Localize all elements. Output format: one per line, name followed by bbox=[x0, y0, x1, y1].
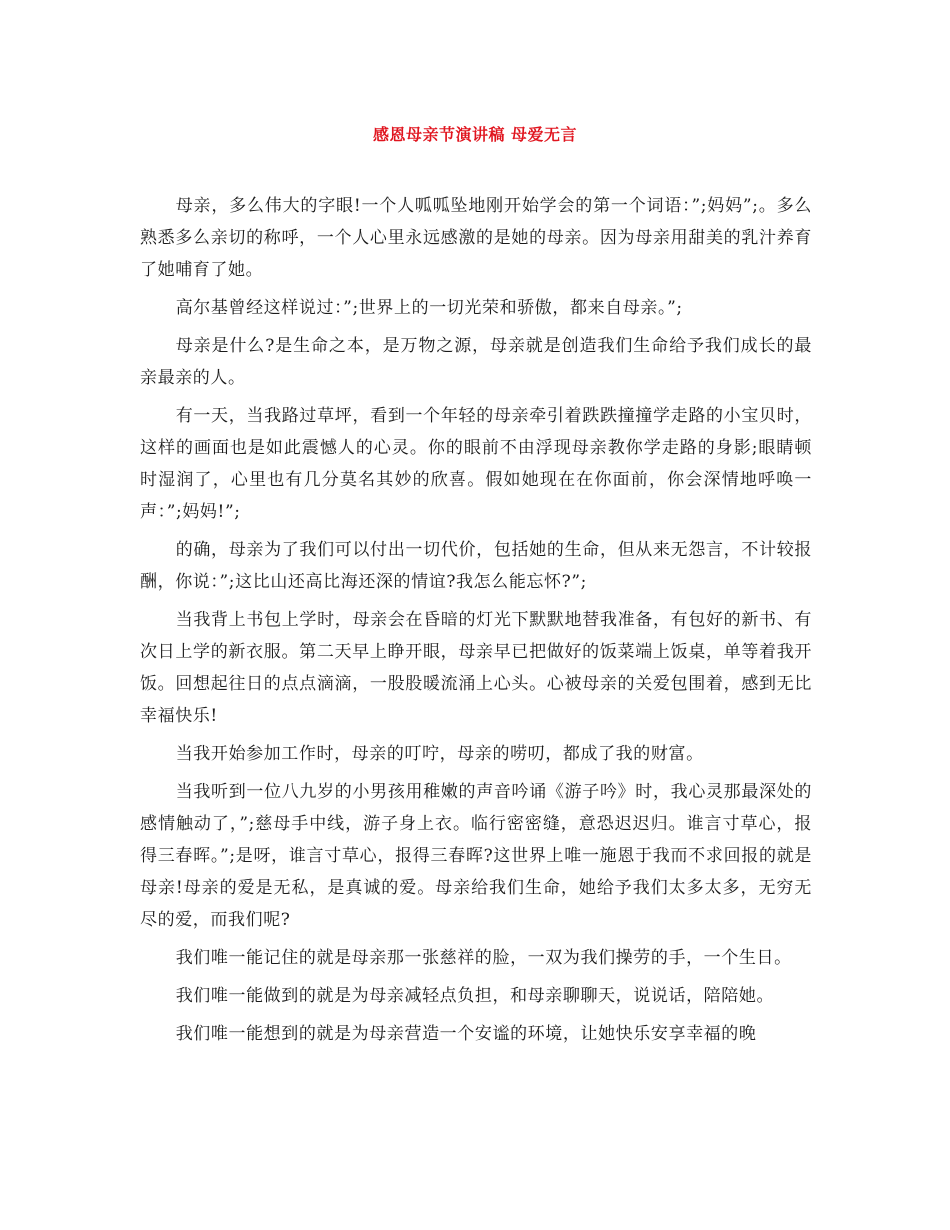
paragraph: 母亲，多么伟大的字眼!一个人呱呱坠地刚开始学会的第一个词语：”;妈妈”;。多么熟悉多么亲切的称呼，一个人心里永远感激的是她的母亲。因为母亲用甜美的乳汁养育了她哺育了她。 bbox=[140, 196, 812, 280]
paragraph: 当我开始参加工作时，母亲的叮咛，母亲的唠叨，都成了我的财富。 bbox=[175, 744, 704, 764]
paragraph: 当我听到一位八九岁的小男孩用稚嫩的声音吟诵《游子吟》时，我心灵那最深处的感情触动了，”;慈母手中线，游子身上衣。临行密密缝，意恐迟迟归。谁言寸草心，报得三春晖。”;是呀，谁言寸草心，报得三春晖?这世界上唯一施恩于我而不求回报的就是母亲!母亲的爱是无私，是真诚的爱。母亲给我们生命，她给予我们太多太多，无穷无尽的爱，而我们呢? bbox=[140, 782, 812, 930]
document-title: 感恩母亲节演讲稿 母爱无言 bbox=[372, 125, 578, 144]
paragraph: 我们唯一能做到的就是为母亲减轻点负担，和母亲聊聊天，说说话，陪陪她。 bbox=[175, 986, 775, 1006]
document-body bbox=[140, 190, 812, 1056]
paragraph: 我们唯一能想到的就是为母亲营造一个安谧的环境，让她快乐安享幸福的晚 bbox=[175, 1024, 757, 1044]
paragraph: 有一天，当我路过草坪，看到一个年轻的母亲牵引着跌跌撞撞学走路的小宝贝时，这样的画面也是如此震憾人的心灵。你的眼前不由浮现母亲教你学走路的身影;眼睛顿时湿润了，心里也有几分莫名其妙的欣喜。假如她现在在你面前，你会深情地呼唤一声：”;妈妈!”; bbox=[140, 406, 812, 522]
paragraph: 的确，母亲为了我们可以付出一切代价，包括她的生命，但从来无怨言，不计较报酬，你说：”;这比山还高比海还深的情谊?我怎么能忘怀?”; bbox=[140, 540, 812, 592]
paragraph: 当我背上书包上学时，母亲会在昏暗的灯光下默默地替我准备，有包好的新书、有次日上学的新衣服。第二天早上睁开眼，母亲早已把做好的饭菜端上饭桌，单等着我开饭。回想起往日的点点滴滴，一股股暖流涌上心头。心被母亲的关爱包围着，感到无比幸福快乐! bbox=[140, 610, 812, 726]
paragraph: 母亲是什么?是生命之本，是万物之源，母亲就是创造我们生命给予我们成长的最亲最亲的人。 bbox=[140, 336, 812, 388]
paragraph: 我们唯一能记住的就是母亲那一张慈祥的脸，一双为我们操劳的手，一个生日。 bbox=[175, 948, 792, 968]
paragraph: 高尔基曾经这样说过：”;世界上的一切光荣和骄傲，都来自母亲。”; bbox=[175, 298, 683, 318]
